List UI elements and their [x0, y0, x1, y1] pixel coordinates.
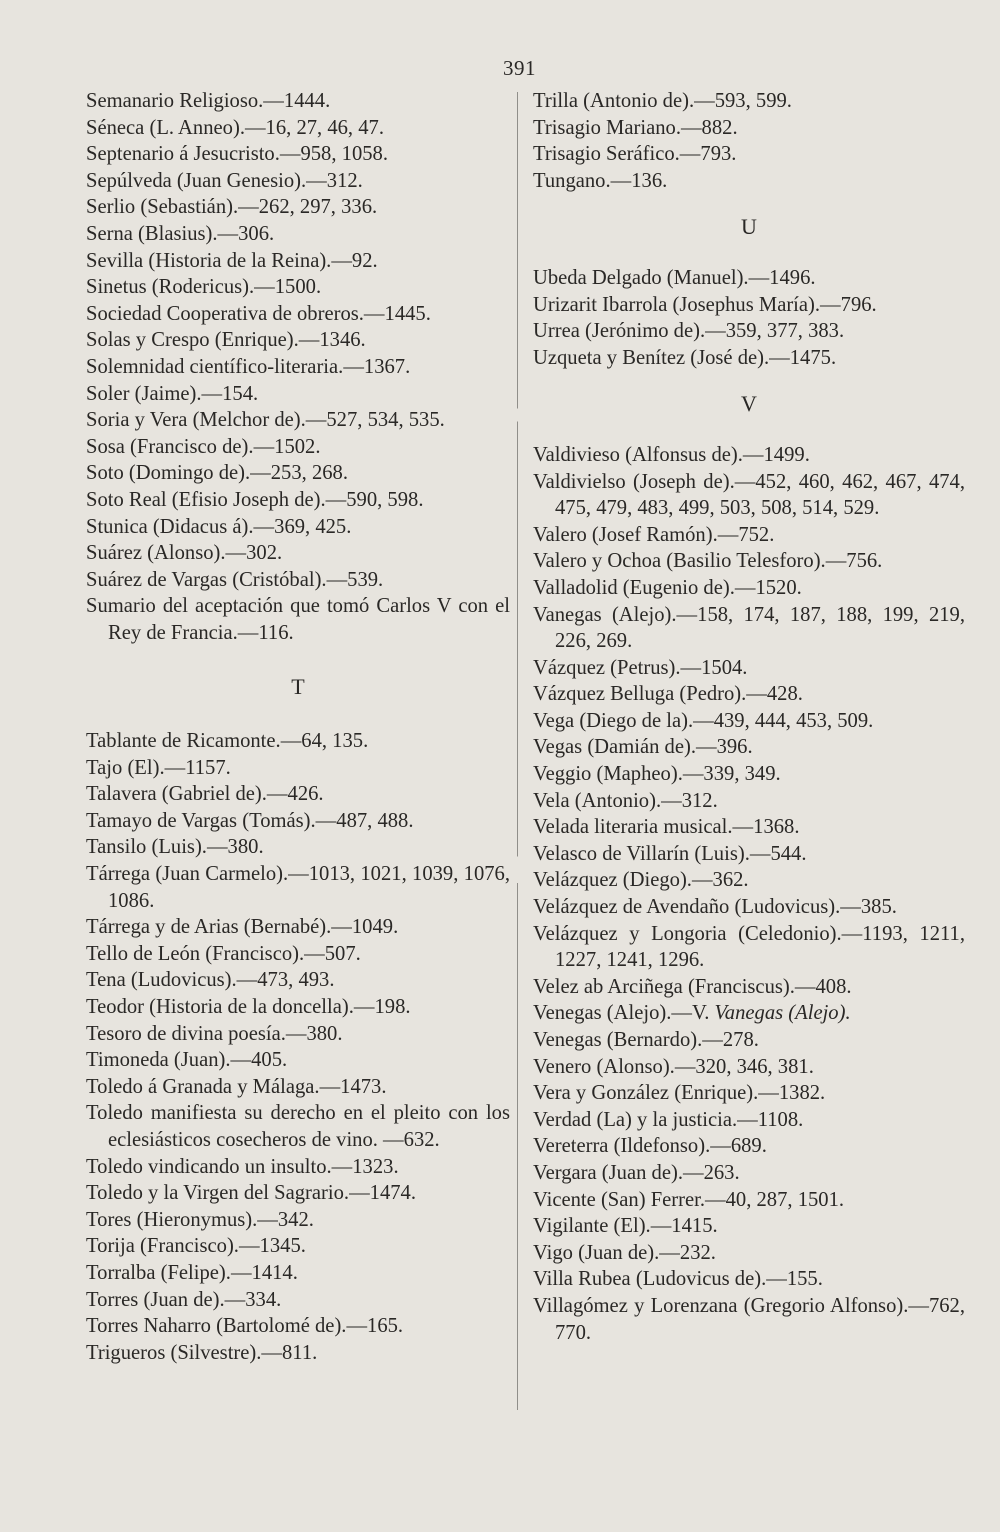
index-entry: Ubeda Delgado (Manuel).—1496.	[533, 266, 816, 289]
entries-v	[533, 442, 965, 1346]
index-entry: Urizarit Ibarrola (Josephus María).—796.	[533, 293, 877, 316]
index-entry: Soto Real (Efisio Joseph de).—590, 598.	[86, 488, 424, 511]
index-entry: Villa Rubea (Ludovicus de).—155.	[533, 1268, 823, 1291]
index-entry: Tena (Ludovicus).—473, 493.	[86, 969, 335, 992]
index-entry: Venero (Alonso).—320, 346, 381.	[533, 1055, 814, 1078]
index-entry: Villagómez y Lorenzana (Gregorio Alfonso).—762, 770.	[533, 1294, 965, 1344]
entry-text: Venegas (Alejo).—V.	[533, 1002, 715, 1025]
index-entry: Vergara (Juan de).—263.	[533, 1161, 740, 1184]
section-letter-t: T	[291, 674, 305, 700]
index-entry: Vigilante (El).—1415.	[533, 1215, 718, 1238]
index-entry: Sumario del aceptación que tomó Carlos V con el Rey de Francia.—116.	[86, 595, 510, 644]
index-entry: Torralba (Felipe).—1414.	[86, 1261, 298, 1284]
index-entry: Velez ab Arciñega (Franciscus).—408.	[533, 975, 852, 998]
right-column	[533, 88, 965, 1346]
index-entry: Toledo á Granada y Málaga.—1473.	[86, 1075, 387, 1098]
index-entry: Vázquez (Petrus).—1504.	[533, 656, 748, 679]
index-entry: Verdad (La) y la justicia.—1108.	[533, 1108, 804, 1131]
index-entry: Suárez (Alonso).—302.	[86, 542, 283, 565]
index-entry	[533, 1000, 965, 1027]
index-entry: Valdivieso (Alfonsus de).—1499.	[533, 443, 810, 466]
index-entry: Tárrega (Juan Carmelo).—1013, 1021, 1039, 1076, 1086.	[86, 863, 510, 912]
index-entry: Valero y Ochoa (Basilio Telesforo).—756.	[533, 550, 883, 573]
index-entry: Timoneda (Juan).—405.	[86, 1049, 288, 1072]
index-entry: Tores (Hieronymus).—342.	[86, 1208, 314, 1231]
index-entry: Tárrega y de Arias (Bernabé).—1049.	[86, 916, 399, 939]
index-entry: Toledo vindicando un insulto.—1323.	[86, 1155, 399, 1178]
index-entry: Trisagio Seráfico.—793.	[533, 143, 737, 166]
index-entry: Soria y Vera (Melchor de).—527, 534, 535.	[86, 409, 445, 432]
index-entry: Vicente (San) Ferrer.—40, 287, 1501.	[533, 1188, 845, 1211]
index-entry: Tello de León (Francisco).—507.	[86, 942, 361, 965]
index-entry: Vega (Diego de la).—439, 444, 453, 509.	[533, 709, 874, 732]
index-entry: Vigo (Juan de).—232.	[533, 1241, 716, 1264]
index-entry: Veggio (Mapheo).—339, 349.	[533, 763, 781, 786]
index-entry: Urrea (Jerónimo de).—359, 377, 383.	[533, 320, 845, 343]
index-entry: Toledo manifiesta su derecho en el pleito con los eclesiásticos cosecheros de vino. —632.	[86, 1102, 510, 1151]
index-entry: Vera y González (Enrique).—1382.	[533, 1082, 826, 1105]
index-entry: Valdivielso (Joseph de).—452, 460, 462, 467, 474, 475, 479, 483, 499, 503, 508, 514, 529.	[533, 470, 965, 520]
section-letter-u: U	[741, 214, 757, 240]
index-entry: Teodor (Historia de la doncella).—198.	[86, 996, 411, 1018]
index-entry: Soto (Domingo de).—253, 268.	[86, 462, 348, 485]
index-entry: Solas y Crespo (Enrique).—1346.	[86, 329, 366, 352]
index-entry: Toledo y la Virgen del Sagrario.—1474.	[86, 1182, 417, 1205]
left-column	[86, 88, 510, 1366]
index-entry: Talavera (Gabriel de).—426.	[86, 783, 324, 806]
index-entry: Tamayo de Vargas (Tomás).—487, 488.	[86, 809, 414, 832]
index-entry: Sepúlveda (Juan Genesio).—312.	[86, 169, 363, 192]
index-entry: Uzqueta y Benítez (José de).—1475.	[533, 346, 837, 369]
index-entry: Valladolid (Eugenio de).—1520.	[533, 576, 802, 599]
index-entry: Tungano.—136.	[533, 169, 668, 192]
cross-reference: Vanegas (Alejo).	[714, 1002, 851, 1025]
index-entry: Sociedad Cooperativa de obreros.—1445.	[86, 302, 431, 325]
index-entry: Serna (Blasius).—306.	[86, 222, 275, 245]
index-entry: Tansilo (Luis).—380.	[86, 836, 264, 859]
index-entry: Vereterra (Ildefonso).—689.	[533, 1135, 767, 1158]
column-divider	[517, 92, 518, 1410]
index-entry: Velázquez de Avendaño (Ludovicus).—385.	[533, 896, 897, 919]
index-entry: Sosa (Francisco de).—1502.	[86, 435, 321, 458]
index-entry: Séneca (L. Anneo).—16, 27, 46, 47.	[86, 116, 384, 139]
entries-s	[86, 88, 510, 646]
index-entry: Stunica (Didacus á).—369, 425.	[86, 515, 352, 538]
index-entry: Velázquez (Diego).—362.	[533, 869, 749, 892]
index-entry: Vázquez Belluga (Pedro).—428.	[533, 683, 803, 706]
index-entry: Valero (Josef Ramón).—752.	[533, 523, 775, 546]
index-entry: Torres Naharro (Bartolomé de).—165.	[86, 1315, 404, 1338]
index-entry: Sinetus (Rodericus).—1500.	[86, 276, 322, 299]
index-entry: Velada literaria musical.—1368.	[533, 816, 800, 839]
index-entry: Venegas (Bernardo).—278.	[533, 1029, 759, 1051]
index-entry: Trilla (Antonio de).—593, 599.	[533, 90, 792, 112]
index-entry: Sevilla (Historia de la Reina).—92.	[86, 249, 378, 272]
entries-t-continued	[533, 88, 965, 194]
page-number: 391	[503, 56, 536, 80]
index-entry: Trisagio Mariano.—882.	[533, 116, 738, 139]
index-entry: Tajo (El).—1157.	[86, 756, 231, 779]
index-entry: Tesoro de divina poesía.—380.	[86, 1022, 343, 1045]
index-entry: Serlio (Sebastián).—262, 297, 336.	[86, 196, 378, 219]
index-entry: Velasco de Villarín (Luis).—544.	[533, 842, 807, 865]
index-entry: Suárez de Vargas (Cristóbal).—539.	[86, 568, 384, 591]
index-entry: Tablante de Ricamonte.—64, 135.	[86, 730, 369, 753]
entries-u	[533, 265, 965, 371]
index-entry: Trigueros (Silvestre).—811.	[86, 1341, 318, 1364]
section-letter-v: V	[741, 391, 757, 417]
index-entry: Soler (Jaime).—154.	[86, 382, 259, 405]
index-entry: Solemnidad científico-literaria.—1367.	[86, 355, 411, 378]
index-entry: Torija (Francisco).—1345.	[86, 1235, 306, 1258]
index-entry: Velázquez y Longoria (Celedonio).—1193, 1211, 1227, 1241, 1296.	[533, 922, 965, 972]
index-entry: Vegas (Damián de).—396.	[533, 736, 753, 759]
index-entry: Torres (Juan de).—334.	[86, 1288, 282, 1311]
index-entry: Vanegas (Alejo).—158, 174, 187, 188, 199, 219, 226, 269.	[533, 603, 965, 653]
entries-t	[86, 728, 510, 1366]
index-entry: Semanario Religioso.—1444.	[86, 90, 331, 112]
index-entry: Vela (Antonio).—312.	[533, 789, 718, 812]
index-entry: Septenario á Jesucristo.—958, 1058.	[86, 143, 388, 166]
